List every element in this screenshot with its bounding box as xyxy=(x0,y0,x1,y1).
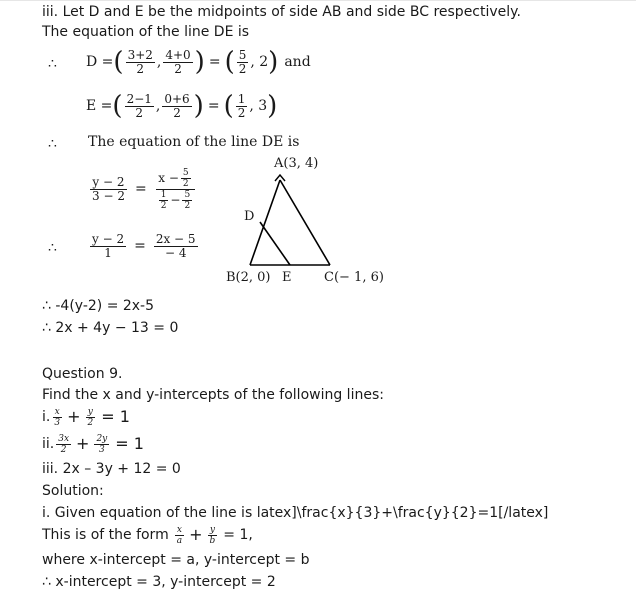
step-1: ∴ -4(y-2) = 2x-5 xyxy=(42,298,155,314)
close-paren: ) xyxy=(268,47,279,77)
e-lhs: E = xyxy=(86,98,113,114)
question-i: i. $\frac{x}{3}$ + $\frac{y}{2}$ = 1 xyxy=(42,406,130,428)
solution-where: where x-intercept = a, y-intercept = b xyxy=(42,552,310,568)
label-e: E xyxy=(282,270,292,285)
de-line-label: The equation of the line DE is xyxy=(88,134,300,150)
open-paren: ( xyxy=(112,91,123,121)
question-text: Find the x and y-intercepts of the following lines: xyxy=(42,387,384,403)
eq-line-label: The equation of the line DE is xyxy=(42,24,250,40)
close-paren: ) xyxy=(194,47,205,77)
question-title: Question 9. xyxy=(42,366,123,382)
and-word: and xyxy=(284,54,311,70)
eq2-left-frac: $\frac{y - 2}{1}$ xyxy=(92,231,125,260)
equals: = xyxy=(134,238,146,254)
solution-label: Solution: xyxy=(42,483,104,499)
header-line: iii. Let D and E be the midpoints of side AB and side BC respectively. xyxy=(42,4,521,20)
therefore-symbol: ∴ xyxy=(48,136,57,152)
equals: = xyxy=(208,54,221,70)
therefore-symbol: ∴ xyxy=(48,240,57,256)
open-paren: ( xyxy=(223,91,234,121)
e-calculation xyxy=(86,86,277,126)
question-ii: ii. $\frac{3x}{2}$ + $\frac{2y}{3}$ = 1 xyxy=(42,433,144,455)
d-frac-2: $\frac{4+0}{2}$ xyxy=(165,47,191,76)
e-result-second: , 3 xyxy=(249,98,268,114)
label-a: A(3, 4) xyxy=(274,156,319,171)
segment-de xyxy=(260,222,290,265)
equals: = xyxy=(207,98,220,114)
equation-1 xyxy=(88,158,198,220)
equation-2 xyxy=(88,228,200,264)
solution-result: ∴ x-intercept = 3, y-intercept = 2 xyxy=(42,574,276,590)
d-calculation xyxy=(86,42,311,82)
comma: , xyxy=(156,54,162,70)
d-result-second: , 2 xyxy=(250,54,269,70)
e-frac-1: $\frac{2-1}{2}$ xyxy=(126,91,152,120)
d-result-frac: $\frac{5}{2}$ xyxy=(238,47,247,76)
comma: , xyxy=(155,98,161,114)
solution-i: i. Given equation of the line is latex]\frac{x}{3}+\frac{y}{2}=1[/latex] xyxy=(42,505,549,521)
eq1-left-frac: $\frac{y - 2}{3 - 2}$ xyxy=(92,174,125,203)
therefore-symbol: ∴ xyxy=(48,56,57,72)
label-b: B(2, 0) xyxy=(226,270,271,285)
label-c: C(− 1, 6) xyxy=(324,270,384,285)
question-iii: iii. 2x – 3y + 12 = 0 xyxy=(42,461,181,477)
e-result-frac: $\frac{1}{2}$ xyxy=(237,91,246,120)
e-frac-2: $\frac{0+6}{2}$ xyxy=(164,91,190,120)
close-paren: ) xyxy=(193,91,204,121)
label-d: D xyxy=(244,209,255,224)
open-paren: ( xyxy=(113,47,124,77)
close-paren: ) xyxy=(267,91,278,121)
side-ac xyxy=(280,180,330,265)
d-lhs: D = xyxy=(86,54,114,70)
step-2: ∴ 2x + 4y − 13 = 0 xyxy=(42,320,179,336)
eq2-right-frac: $\frac{2x - 5}{- 4}$ xyxy=(155,231,196,260)
d-frac-1: $\frac{3+2}{2}$ xyxy=(127,47,153,76)
top-divider xyxy=(0,0,636,1)
open-paren: ( xyxy=(224,47,235,77)
equals: = xyxy=(134,181,147,197)
solution-form: This is of the form $\frac{x}{a}$ + $\frac{y}{b}$ = 1, xyxy=(42,524,253,546)
eq1-right-frac: x − $\frac{5}{2}$ $\frac{1}{2}$ − $\frac{5}{2}$ xyxy=(155,168,197,211)
side-ab xyxy=(250,180,280,265)
